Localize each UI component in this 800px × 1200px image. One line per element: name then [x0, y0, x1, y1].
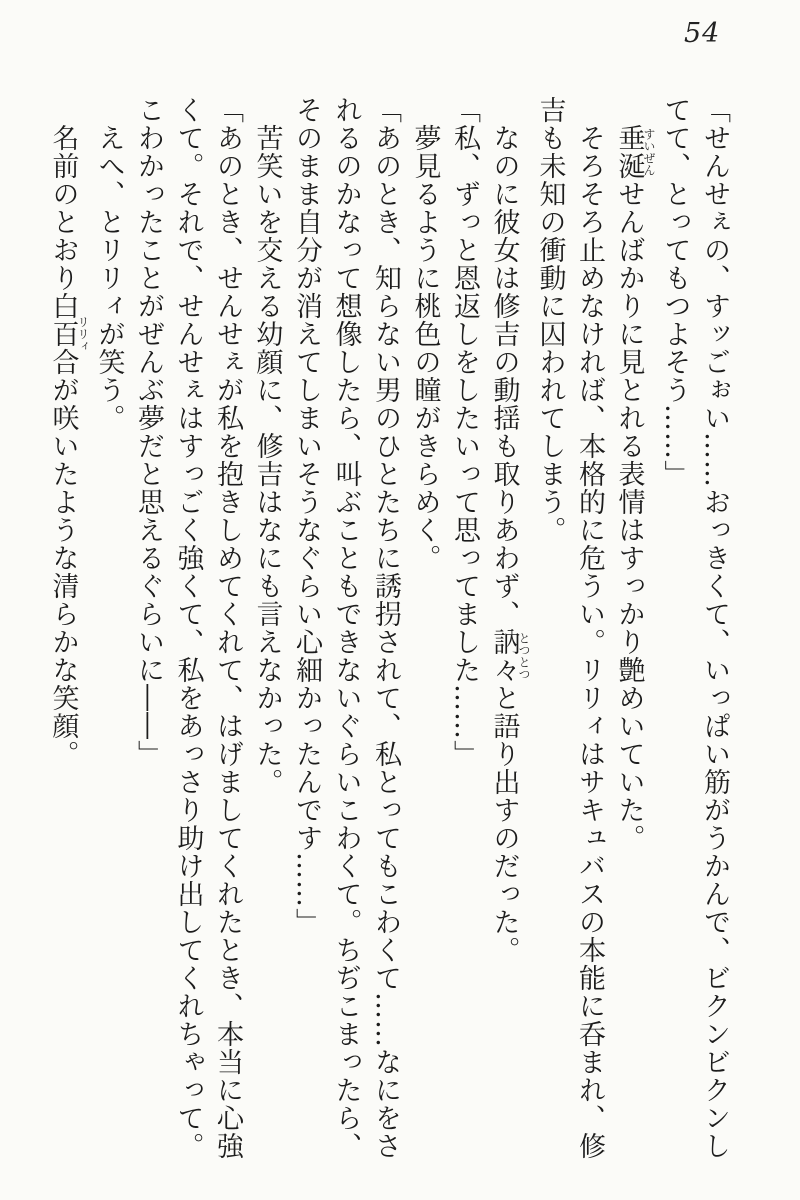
- page-number: 54: [684, 18, 721, 49]
- text-column: こわかったことがぜんぶ夢だと思えるぐらいに――」: [133, 96, 164, 768]
- ruby-annotated-word: 垂涎すいぜん: [613, 124, 656, 180]
- text-column: くて。それで、せんせぇはすっごく強くて、私をあっさり助け出してくれちゃって。: [172, 96, 204, 1160]
- text-column: 名前のとおり白百合リリィが咲いたような清らかな笑顔。: [47, 124, 90, 768]
- ruby-annotated-word: 訥々とつとつ: [488, 628, 531, 684]
- text-column: 苦笑いを交える幼顔に、修吉はなにも言えなかった。: [251, 124, 283, 796]
- text-column: そのまま自分が消えてしまいそうなぐらい心細かったんです……」: [291, 96, 322, 936]
- text-column: えへ、とリリィが笑う。: [93, 124, 125, 432]
- ruby-annotated-word: 白百合リリィ: [47, 292, 90, 376]
- text-column: れるのかなって想像したら、叫ぶこともできないぐらいこわくて。ちぢこまったら、: [330, 96, 362, 1160]
- text-column: 吉も未知の衝動に囚われてしまう。: [534, 96, 566, 544]
- text-column: てて、とってもつよそう……」: [659, 96, 691, 488]
- text-column: そろそろ止めなければ、本格的に危うい。リリィはサキュバスの本能に呑まれ、修: [574, 124, 605, 1160]
- text-column: 「私、ずっと恩返しをしたいって思ってました……」: [449, 96, 480, 768]
- text-column: 「あのとき、知らない男のひとたちに誘拐されて、私とってもこわくて……なにをさ: [370, 96, 401, 1160]
- text-body: [43, 96, 734, 1166]
- text-column: 「あのとき、せんせぇが私を抱きしめてくれて、はげましてくれたとき、本当に心強: [212, 96, 243, 1160]
- text-column: 夢見るように桃色の瞳がきらめく。: [409, 124, 441, 572]
- text-column: 「せんせぇの、すッごぉい……おっきくて、いっぱい筋がうかんで、ビクンビクンし: [699, 96, 730, 1160]
- text-column: 垂涎すいぜんせんばかりに見とれる表情はすっかり艶めいていた。: [613, 124, 656, 852]
- text-column: なのに彼女は修吉の動揺も取りあわず、訥々とつとつと語り出すのだった。: [488, 124, 531, 964]
